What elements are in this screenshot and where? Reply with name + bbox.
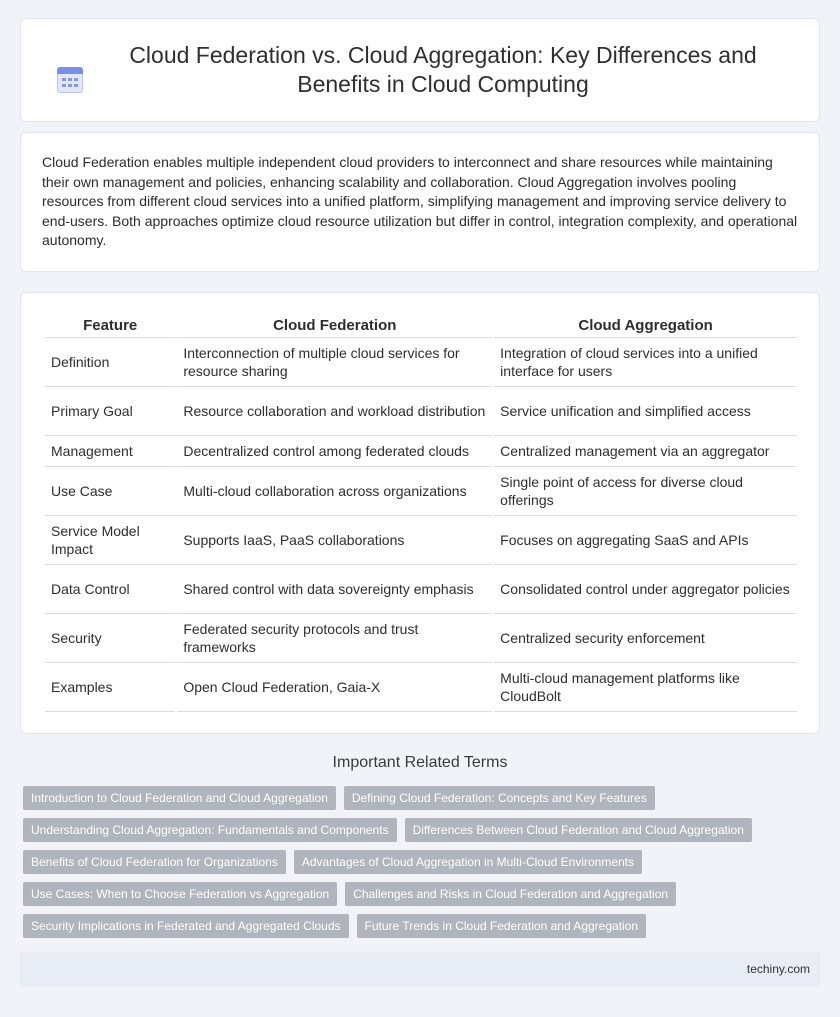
page-title: Cloud Federation vs. Cloud Aggregation: Key Differences and Benefits in Cloud Computing <box>129 42 757 97</box>
table-cell-feature: Service Model Impact <box>45 516 175 565</box>
table-cell-federation: Decentralized control among federated clouds <box>177 436 492 467</box>
table-cell-aggregation: Multi-cloud management platforms like CloudBolt <box>494 663 797 712</box>
table-row <box>45 436 797 467</box>
table-cell-feature: Security <box>45 614 175 663</box>
table-row <box>45 516 797 565</box>
table-cell-feature: Definition <box>45 338 175 387</box>
table-header-row <box>45 315 797 338</box>
calendar-icon <box>57 67 83 93</box>
comparison-card <box>20 292 820 734</box>
table-cell-federation: Shared control with data sovereignty emphasis <box>177 565 492 614</box>
table-cell-federation: Federated security protocols and trust frameworks <box>177 614 492 663</box>
table-cell-aggregation: Centralized security enforcement <box>494 614 797 663</box>
title-wrap <box>57 41 783 99</box>
table-cell-feature: Management <box>45 436 175 467</box>
related-term-link[interactable]: Defining Cloud Federation: Concepts and Key Features <box>344 786 655 810</box>
table-row <box>45 565 797 614</box>
comparison-table <box>43 315 799 712</box>
column-header-feature: Feature <box>45 315 175 338</box>
column-header-aggregation: Cloud Aggregation <box>494 315 797 338</box>
table-cell-aggregation: Consolidated control under aggregator policies <box>494 565 797 614</box>
table-row <box>45 663 797 712</box>
tag-row <box>23 818 823 842</box>
table-cell-aggregation: Focuses on aggregating SaaS and APIs <box>494 516 797 565</box>
tag-row <box>23 914 823 938</box>
related-term-link[interactable]: Future Trends in Cloud Federation and Aggregation <box>357 914 647 938</box>
related-term-link[interactable]: Advantages of Cloud Aggregation in Multi-Cloud Environments <box>294 850 642 874</box>
table-cell-federation: Multi-cloud collaboration across organizations <box>177 467 492 516</box>
related-term-link[interactable]: Differences Between Cloud Federation and Cloud Aggregation <box>405 818 752 842</box>
related-term-link[interactable]: Security Implications in Federated and Aggregated Clouds <box>23 914 349 938</box>
related-term-link[interactable]: Use Cases: When to Choose Federation vs Aggregation <box>23 882 337 906</box>
table-cell-aggregation: Single point of access for diverse cloud offerings <box>494 467 797 516</box>
table-row <box>45 467 797 516</box>
tag-row <box>23 850 823 874</box>
table-row <box>45 614 797 663</box>
table-cell-federation: Resource collaboration and workload distribution <box>177 387 492 436</box>
related-term-link[interactable]: Introduction to Cloud Federation and Cloud Aggregation <box>23 786 336 810</box>
related-terms-list <box>23 786 823 946</box>
table-row <box>45 338 797 387</box>
intro-paragraph: Cloud Federation enables multiple independent cloud providers to interconnect and share resources while maintaining their own management and policies, enhancing scalability and collaboration. Cloud Aggregation involves pooling resources from different cloud services into a unified platform, simplifying management and improving service delivery to end-users. Both approaches optimize cloud resource utilization but differ in control, integration complexity, and operational autonomy. <box>42 154 798 249</box>
intro-card <box>20 132 820 272</box>
title-card <box>20 18 820 122</box>
related-term-link[interactable]: Challenges and Risks in Cloud Federation and Aggregation <box>345 882 676 906</box>
column-header-federation: Cloud Federation <box>177 315 492 338</box>
tag-row <box>23 882 823 906</box>
table-cell-federation: Open Cloud Federation, Gaia-X <box>177 663 492 712</box>
table-cell-federation: Supports IaaS, PaaS collaborations <box>177 516 492 565</box>
table-cell-aggregation: Centralized management via an aggregator <box>494 436 797 467</box>
table-cell-feature: Primary Goal <box>45 387 175 436</box>
table-cell-feature: Examples <box>45 663 175 712</box>
footer <box>20 952 820 986</box>
table-row <box>45 387 797 436</box>
table-cell-federation: Interconnection of multiple cloud services for resource sharing <box>177 338 492 387</box>
related-terms-heading: Important Related Terms <box>332 754 508 771</box>
table-cell-feature: Use Case <box>45 467 175 516</box>
table-cell-aggregation: Service unification and simplified access <box>494 387 797 436</box>
footer-site-link[interactable]: techiny.com <box>746 962 810 976</box>
related-term-link[interactable]: Benefits of Cloud Federation for Organizations <box>23 850 286 874</box>
tag-row <box>23 786 823 810</box>
table-cell-feature: Data Control <box>45 565 175 614</box>
related-term-link[interactable]: Understanding Cloud Aggregation: Fundamentals and Components <box>23 818 397 842</box>
table-cell-aggregation: Integration of cloud services into a unified interface for users <box>494 338 797 387</box>
